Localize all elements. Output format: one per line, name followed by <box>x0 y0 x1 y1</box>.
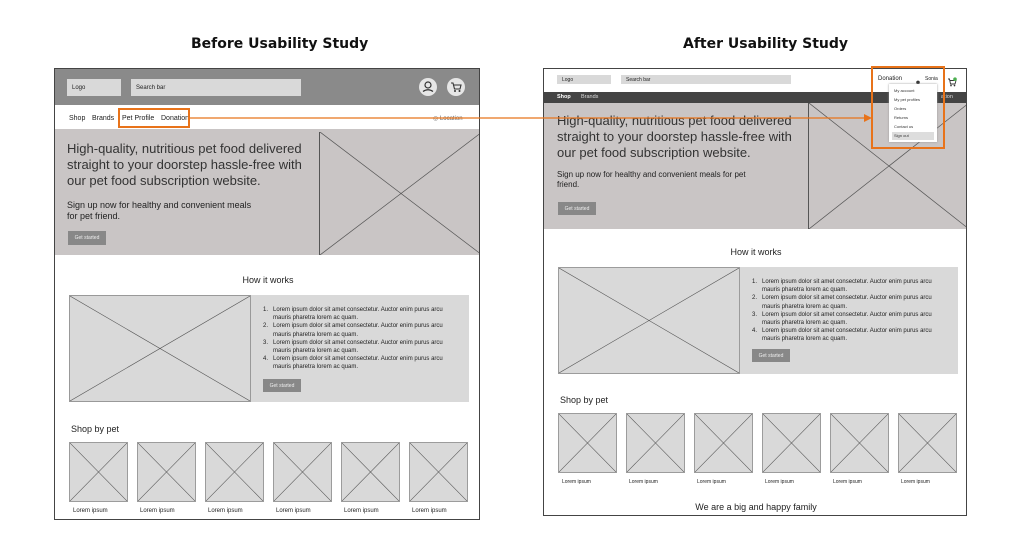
list-item: 1. Lorem ipsum dolor sit amet consectetur. Auctor enim purus arcu mauris pharetra lorem ac quam. <box>752 279 932 294</box>
list-item: 4. Lorem ipsum dolor sit amet consectetur. Auctor enim purus arcu mauris pharetra lorem ac quam. <box>752 328 932 343</box>
before-pet-card[interactable] <box>205 442 264 502</box>
after-pet-card[interactable] <box>898 413 957 473</box>
before-hero-image-placeholder <box>319 132 480 255</box>
before-steps-list <box>263 306 459 372</box>
after-logo[interactable]: Logo <box>557 75 611 84</box>
before-hero-title: High-quality, nutritious pet food delivered straight to your doorstep hassle-free with our pet food subscription website. <box>67 141 302 188</box>
before-pet-card[interactable] <box>341 442 400 502</box>
menu-item-orders[interactable]: Orders <box>894 106 907 111</box>
before-logo[interactable]: Logo <box>67 79 121 96</box>
before-pet-card[interactable] <box>273 442 332 502</box>
before-pet-label: Lorem ipsum <box>208 508 243 514</box>
menu-item-my-account[interactable]: My account <box>894 88 915 93</box>
after-nav-brands[interactable]: Brands <box>581 94 599 100</box>
menu-item-contact-us[interactable]: Contact us <box>894 124 914 129</box>
after-search-input[interactable]: Search bar <box>621 75 791 84</box>
list-item: 1. Lorem ipsum dolor sit amet consectetur. Auctor enim purus arcu mauris pharetra lorem ac quam. <box>263 307 443 322</box>
before-pet-card[interactable] <box>137 442 196 502</box>
before-how-title: How it works <box>242 275 294 285</box>
after-pet-label: Lorem ipsum <box>697 479 726 485</box>
before-hero <box>55 129 480 255</box>
after-hero-title: High-quality, nutritious pet food delivered straight to your doorstep hassle-free with our pet food subscription website. <box>557 113 792 160</box>
after-steps-list <box>752 278 948 344</box>
comparison-arrow <box>188 112 888 124</box>
after-pet-card[interactable] <box>558 413 617 473</box>
before-pet-label: Lorem ipsum <box>73 508 108 514</box>
before-nav-pet-profile[interactable]: Pet Profile <box>122 115 155 122</box>
before-account-icon[interactable] <box>419 78 437 96</box>
before-pet-label: Lorem ipsum <box>276 508 311 514</box>
before-nav-brands[interactable]: Brands <box>92 115 115 122</box>
after-hero-subtitle: Sign up now for healthy and convenient meals for pet friend. <box>557 170 746 189</box>
before-pet-label: Lorem ipsum <box>140 508 175 514</box>
before-nav-shop[interactable]: Shop <box>69 115 86 122</box>
after-how-title: How it works <box>730 247 782 257</box>
before-header <box>55 69 480 105</box>
before-title: Before Usability Study <box>191 36 369 52</box>
after-pet-label: Lorem ipsum <box>833 479 862 485</box>
before-how-get-started-button[interactable]: Get started <box>263 379 301 392</box>
after-pet-label: Lorem ipsum <box>765 479 794 485</box>
after-family-text: We are a big and happy family <box>695 502 817 512</box>
before-wireframe <box>54 68 480 520</box>
menu-item-my-pet-profiles[interactable]: My pet profiles <box>894 97 921 102</box>
before-shop-title: Shop by pet <box>71 424 120 434</box>
after-pet-card[interactable] <box>626 413 685 473</box>
after-pet-label: Lorem ipsum <box>629 479 658 485</box>
before-pet-label: Lorem ipsum <box>412 508 447 514</box>
after-cart-icon[interactable] <box>947 74 957 84</box>
after-pet-label: Lorem ipsum <box>901 479 930 485</box>
before-cart-icon[interactable] <box>447 78 465 96</box>
menu-item-sign-out[interactable]: Sign out <box>892 132 934 140</box>
before-pet-card[interactable] <box>69 442 128 502</box>
list-item: 3. Lorem ipsum dolor sit amet consectetur. Auctor enim purus arcu mauris pharetra lorem ac quam. <box>752 311 932 327</box>
before-nav-highlight <box>118 108 190 128</box>
after-nav-shop[interactable]: Shop <box>557 94 571 100</box>
before-pet-label: Lorem ipsum <box>344 508 379 514</box>
after-pet-label: Lorem ipsum <box>562 479 591 485</box>
after-menu-highlight <box>871 66 945 149</box>
list-item: 4. Lorem ipsum dolor sit amet consectetur. Auctor enim purus arcu mauris pharetra lorem ac quam. <box>263 356 443 371</box>
after-how-get-started-button[interactable]: Get started <box>752 349 790 362</box>
list-item: 3. Lorem ipsum dolor sit amet consectetur. Auctor enim purus arcu mauris pharetra lorem ac quam. <box>263 339 443 355</box>
before-location[interactable]: ◎ Location <box>433 116 463 122</box>
before-get-started-button[interactable]: Get started <box>68 231 106 245</box>
before-pet-card[interactable] <box>409 442 468 502</box>
after-pet-card[interactable] <box>694 413 753 473</box>
after-how-panel <box>558 267 958 374</box>
after-header-donation[interactable]: Donation <box>878 76 903 82</box>
after-pet-card[interactable] <box>830 413 889 473</box>
before-hero-subtitle: Sign up now for healthy and convenient meals for pet friend. <box>67 200 252 221</box>
before-how-panel <box>69 295 469 402</box>
after-get-started-button[interactable]: Get started <box>558 202 596 215</box>
after-nav-location[interactable]: ation <box>941 94 953 100</box>
before-nav-donation[interactable]: Donation <box>161 115 190 122</box>
menu-item-returns[interactable]: Returns <box>894 115 909 120</box>
before-search-input[interactable]: Search bar <box>131 79 301 96</box>
after-title: After Usability Study <box>683 36 849 52</box>
after-shop-title: Shop by pet <box>560 395 609 405</box>
before-how-image-placeholder <box>69 295 251 402</box>
after-how-image-placeholder <box>558 267 740 374</box>
list-item: 2. Lorem ipsum dolor sit amet consectetur. Auctor enim purus arcu mauris pharetra lorem ac quam. <box>752 295 932 310</box>
after-pet-card[interactable] <box>762 413 821 473</box>
after-user-name[interactable]: Sonia <box>925 76 938 82</box>
list-item: 2. Lorem ipsum dolor sit amet consectetur. Auctor enim purus arcu mauris pharetra lorem ac quam. <box>263 323 443 338</box>
